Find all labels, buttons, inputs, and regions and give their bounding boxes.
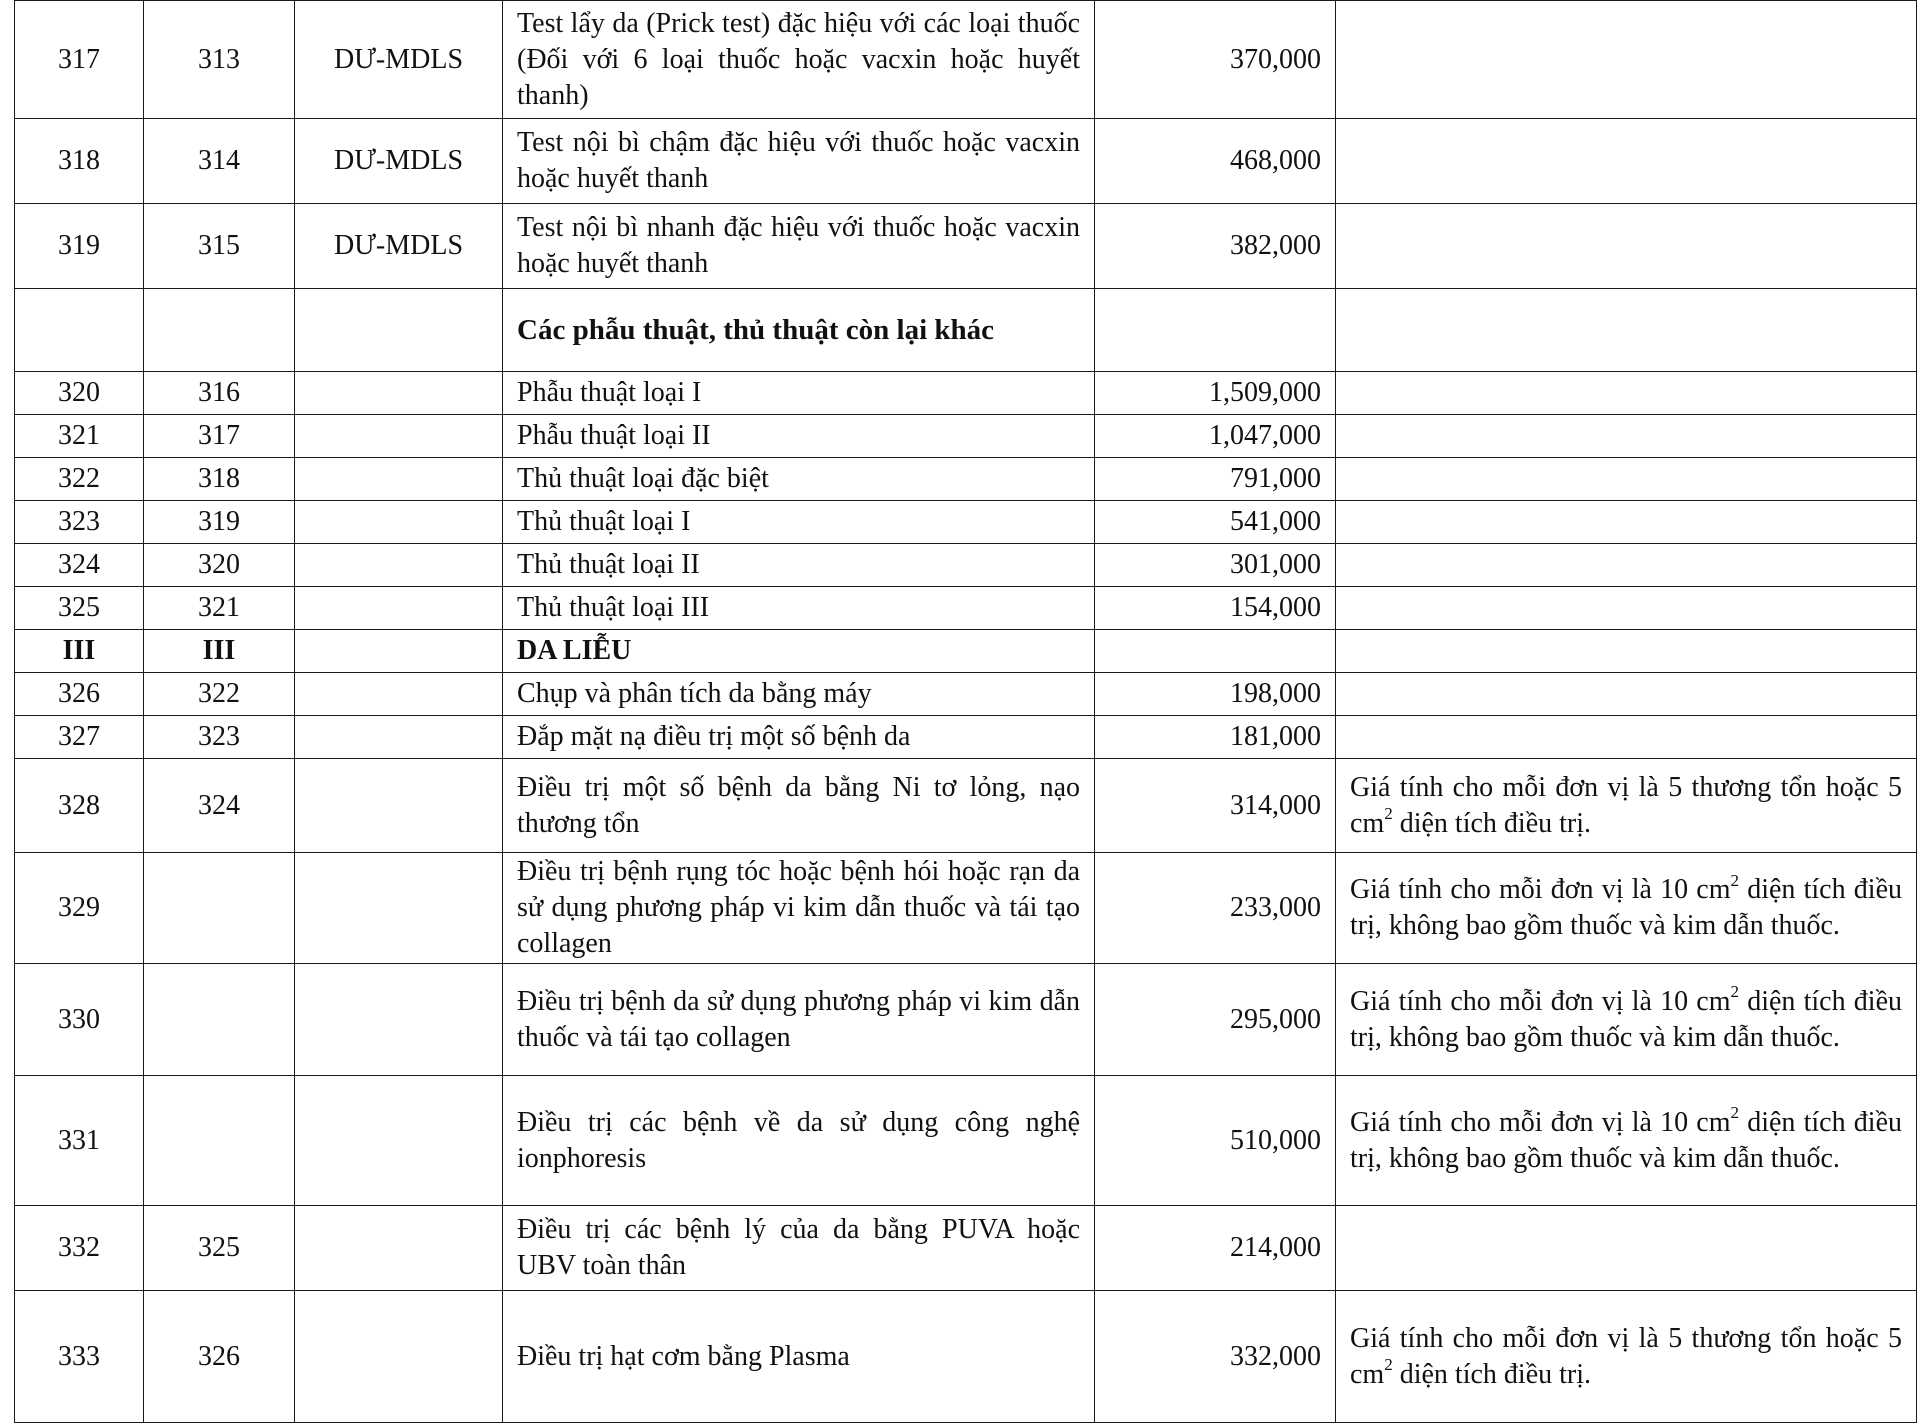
- note-cell: [1336, 630, 1917, 673]
- table-row: [15, 204, 1917, 289]
- service-name-cell: DA LIỄU: [503, 630, 1095, 673]
- stt-cell: 321: [15, 415, 144, 458]
- tt-cell: 326: [144, 1291, 295, 1423]
- note-cell: [1336, 673, 1917, 716]
- tt-cell: 323: [144, 716, 295, 759]
- table-row: [15, 673, 1917, 716]
- price-cell: 198,000: [1095, 673, 1336, 716]
- note-cell: [1336, 1206, 1917, 1291]
- stt-cell: 320: [15, 372, 144, 415]
- code-cell: [295, 1206, 503, 1291]
- note-cell: [1336, 289, 1917, 372]
- price-cell: 314,000: [1095, 759, 1336, 853]
- note-text-continued: diện tích điều trị, không bao gồm thuốc và kim dẫn thuốc.: [1350, 1106, 1902, 1174]
- price-cell: 181,000: [1095, 716, 1336, 759]
- tt-cell: 319: [144, 501, 295, 544]
- table-row: [15, 372, 1917, 415]
- service-name-cell: Điều trị các bệnh về da sử dụng công nghệ ionphoresis: [503, 1076, 1095, 1206]
- note-text: Giá tính cho mỗi đơn vị là 5 thương tổn hoặc 5 cm: [1350, 1322, 1902, 1390]
- table-row: [15, 415, 1917, 458]
- service-name-cell: Điều trị một số bệnh da bằng Ni tơ lỏng, nạo thương tổn: [503, 759, 1095, 853]
- note-superscript: 2: [1730, 1103, 1740, 1123]
- stt-cell: 328: [15, 759, 144, 853]
- tt-cell: 321: [144, 587, 295, 630]
- note-cell: [1336, 1, 1917, 119]
- note-text-continued: diện tích điều trị, không bao gồm thuốc và kim dẫn thuốc.: [1350, 874, 1902, 941]
- table-row: [15, 501, 1917, 544]
- code-cell: [295, 415, 503, 458]
- note-text: Giá tính cho mỗi đơn vị là 10 cm: [1350, 1106, 1731, 1138]
- code-cell: [295, 544, 503, 587]
- note-superscript: 2: [1384, 1355, 1393, 1375]
- code-cell: [295, 964, 503, 1076]
- price-cell: 301,000: [1095, 544, 1336, 587]
- note-cell: [1336, 1076, 1917, 1206]
- stt-cell: 332: [15, 1206, 144, 1291]
- price-cell: 1,509,000: [1095, 372, 1336, 415]
- stt-cell: 325: [15, 587, 144, 630]
- service-name-cell: Chụp và phân tích da bằng máy: [503, 673, 1095, 716]
- price-cell: 214,000: [1095, 1206, 1336, 1291]
- note-cell: [1336, 119, 1917, 204]
- table-row: [15, 1076, 1917, 1206]
- price-table-page: [14, 0, 1916, 1423]
- service-name-cell: Đắp mặt nạ điều trị một số bệnh da: [503, 716, 1095, 759]
- code-cell: [295, 458, 503, 501]
- note-superscript: 2: [1730, 870, 1740, 890]
- price-cell: 541,000: [1095, 501, 1336, 544]
- stt-cell: [15, 289, 144, 372]
- tt-cell: [144, 964, 295, 1076]
- code-cell: [295, 853, 503, 964]
- service-name-cell: Các phẫu thuật, thủ thuật còn lại khác: [503, 289, 1095, 372]
- note-cell: [1336, 544, 1917, 587]
- stt-cell: III: [15, 630, 144, 673]
- tt-cell: 318: [144, 458, 295, 501]
- price-cell: 510,000: [1095, 1076, 1336, 1206]
- note-cell: [1336, 458, 1917, 501]
- code-cell: [295, 372, 503, 415]
- stt-cell: 318: [15, 119, 144, 204]
- stt-cell: 327: [15, 716, 144, 759]
- code-cell: [295, 759, 503, 853]
- table-row: [15, 1206, 1917, 1291]
- service-name-cell: Phẫu thuật loại II: [503, 415, 1095, 458]
- stt-cell: 323: [15, 501, 144, 544]
- tt-cell: 324: [144, 759, 295, 853]
- tt-cell: 320: [144, 544, 295, 587]
- code-cell: [295, 587, 503, 630]
- price-cell: 370,000: [1095, 1, 1336, 119]
- note-text-continued: diện tích điều trị, không bao gồm thuốc và kim dẫn thuốc.: [1350, 985, 1902, 1053]
- table-row: [15, 964, 1917, 1076]
- table-row: [15, 759, 1917, 853]
- note-text: Giá tính cho mỗi đơn vị là 5 thương tổn hoặc 5 cm: [1350, 771, 1902, 839]
- note-text: Giá tính cho mỗi đơn vị là 10 cm: [1350, 985, 1731, 1017]
- price-cell: 295,000: [1095, 964, 1336, 1076]
- service-name-cell: Thủ thuật loại II: [503, 544, 1095, 587]
- table-row: [15, 458, 1917, 501]
- tt-cell: [144, 853, 295, 964]
- stt-cell: 324: [15, 544, 144, 587]
- stt-cell: 322: [15, 458, 144, 501]
- table-row: [15, 1, 1917, 119]
- table-row: [15, 119, 1917, 204]
- tt-cell: [144, 289, 295, 372]
- stt-cell: 330: [15, 964, 144, 1076]
- tt-cell: 317: [144, 415, 295, 458]
- price-cell: 1,047,000: [1095, 415, 1336, 458]
- note-cell: [1336, 372, 1917, 415]
- code-cell: [295, 501, 503, 544]
- note-cell: [1336, 964, 1917, 1076]
- note-text-continued: diện tích điều trị.: [1392, 807, 1592, 839]
- service-name-cell: Test lẩy da (Prick test) đặc hiệu với các loại thuốc (Đối với 6 loại thuốc hoặc vacxin hoặc huyết thanh): [503, 1, 1095, 119]
- service-name-cell: Phẫu thuật loại I: [503, 372, 1095, 415]
- service-name-cell: Điều trị các bệnh lý của da bằng PUVA hoặc UBV toàn thân: [503, 1206, 1095, 1291]
- service-name-cell: Điều trị bệnh rụng tóc hoặc bệnh hói hoặc rạn da sử dụng phương pháp vi kim dẫn thuốc và tái tạo collagen: [503, 853, 1095, 964]
- stt-cell: 319: [15, 204, 144, 289]
- code-cell: DƯ-MDLS: [295, 119, 503, 204]
- service-name-cell: Thủ thuật loại III: [503, 587, 1095, 630]
- table-row: [15, 716, 1917, 759]
- note-cell: [1336, 1291, 1917, 1423]
- price-cell: 468,000: [1095, 119, 1336, 204]
- tt-cell: 315: [144, 204, 295, 289]
- tt-cell: 316: [144, 372, 295, 415]
- code-cell: [295, 289, 503, 372]
- note-superscript: 2: [1730, 982, 1740, 1002]
- price-cell: 332,000: [1095, 1291, 1336, 1423]
- note-text: Giá tính cho mỗi đơn vị là 10 cm: [1350, 874, 1731, 905]
- table-row: [15, 587, 1917, 630]
- table-row: [15, 289, 1917, 372]
- price-cell: [1095, 289, 1336, 372]
- code-cell: DƯ-MDLS: [295, 1, 503, 119]
- code-cell: [295, 1291, 503, 1423]
- code-cell: [295, 630, 503, 673]
- note-text-continued: diện tích điều trị.: [1392, 1358, 1592, 1390]
- service-name-cell: Điều trị bệnh da sử dụng phương pháp vi kim dẫn thuốc và tái tạo collagen: [503, 964, 1095, 1076]
- service-name-cell: Test nội bì nhanh đặc hiệu với thuốc hoặc vacxin hoặc huyết thanh: [503, 204, 1095, 289]
- tt-cell: 314: [144, 119, 295, 204]
- table-row: [15, 853, 1917, 964]
- tt-cell: III: [144, 630, 295, 673]
- service-name-cell: Điều trị hạt cơm bằng Plasma: [503, 1291, 1095, 1423]
- note-cell: [1336, 716, 1917, 759]
- note-cell: [1336, 204, 1917, 289]
- stt-cell: 331: [15, 1076, 144, 1206]
- stt-cell: 326: [15, 673, 144, 716]
- stt-cell: 333: [15, 1291, 144, 1423]
- tt-cell: 322: [144, 673, 295, 716]
- price-cell: [1095, 630, 1336, 673]
- table-row: [15, 630, 1917, 673]
- note-cell: [1336, 759, 1917, 853]
- price-cell: 154,000: [1095, 587, 1336, 630]
- tt-cell: [144, 1076, 295, 1206]
- code-cell: [295, 1076, 503, 1206]
- service-name-cell: Thủ thuật loại đặc biệt: [503, 458, 1095, 501]
- tt-cell: 325: [144, 1206, 295, 1291]
- note-superscript: 2: [1384, 804, 1393, 824]
- code-cell: DƯ-MDLS: [295, 204, 503, 289]
- table-row: [15, 544, 1917, 587]
- price-cell: 233,000: [1095, 853, 1336, 964]
- note-cell: [1336, 501, 1917, 544]
- stt-cell: 329: [15, 853, 144, 964]
- stt-cell: 317: [15, 1, 144, 119]
- service-name-cell: Test nội bì chậm đặc hiệu với thuốc hoặc vacxin hoặc huyết thanh: [503, 119, 1095, 204]
- note-cell: [1336, 415, 1917, 458]
- note-cell: [1336, 587, 1917, 630]
- note-cell: [1336, 853, 1917, 964]
- price-cell: 382,000: [1095, 204, 1336, 289]
- table-row: [15, 1291, 1917, 1423]
- price-cell: 791,000: [1095, 458, 1336, 501]
- price-table: [14, 0, 1917, 1423]
- code-cell: [295, 716, 503, 759]
- service-name-cell: Thủ thuật loại I: [503, 501, 1095, 544]
- tt-cell: 313: [144, 1, 295, 119]
- code-cell: [295, 673, 503, 716]
